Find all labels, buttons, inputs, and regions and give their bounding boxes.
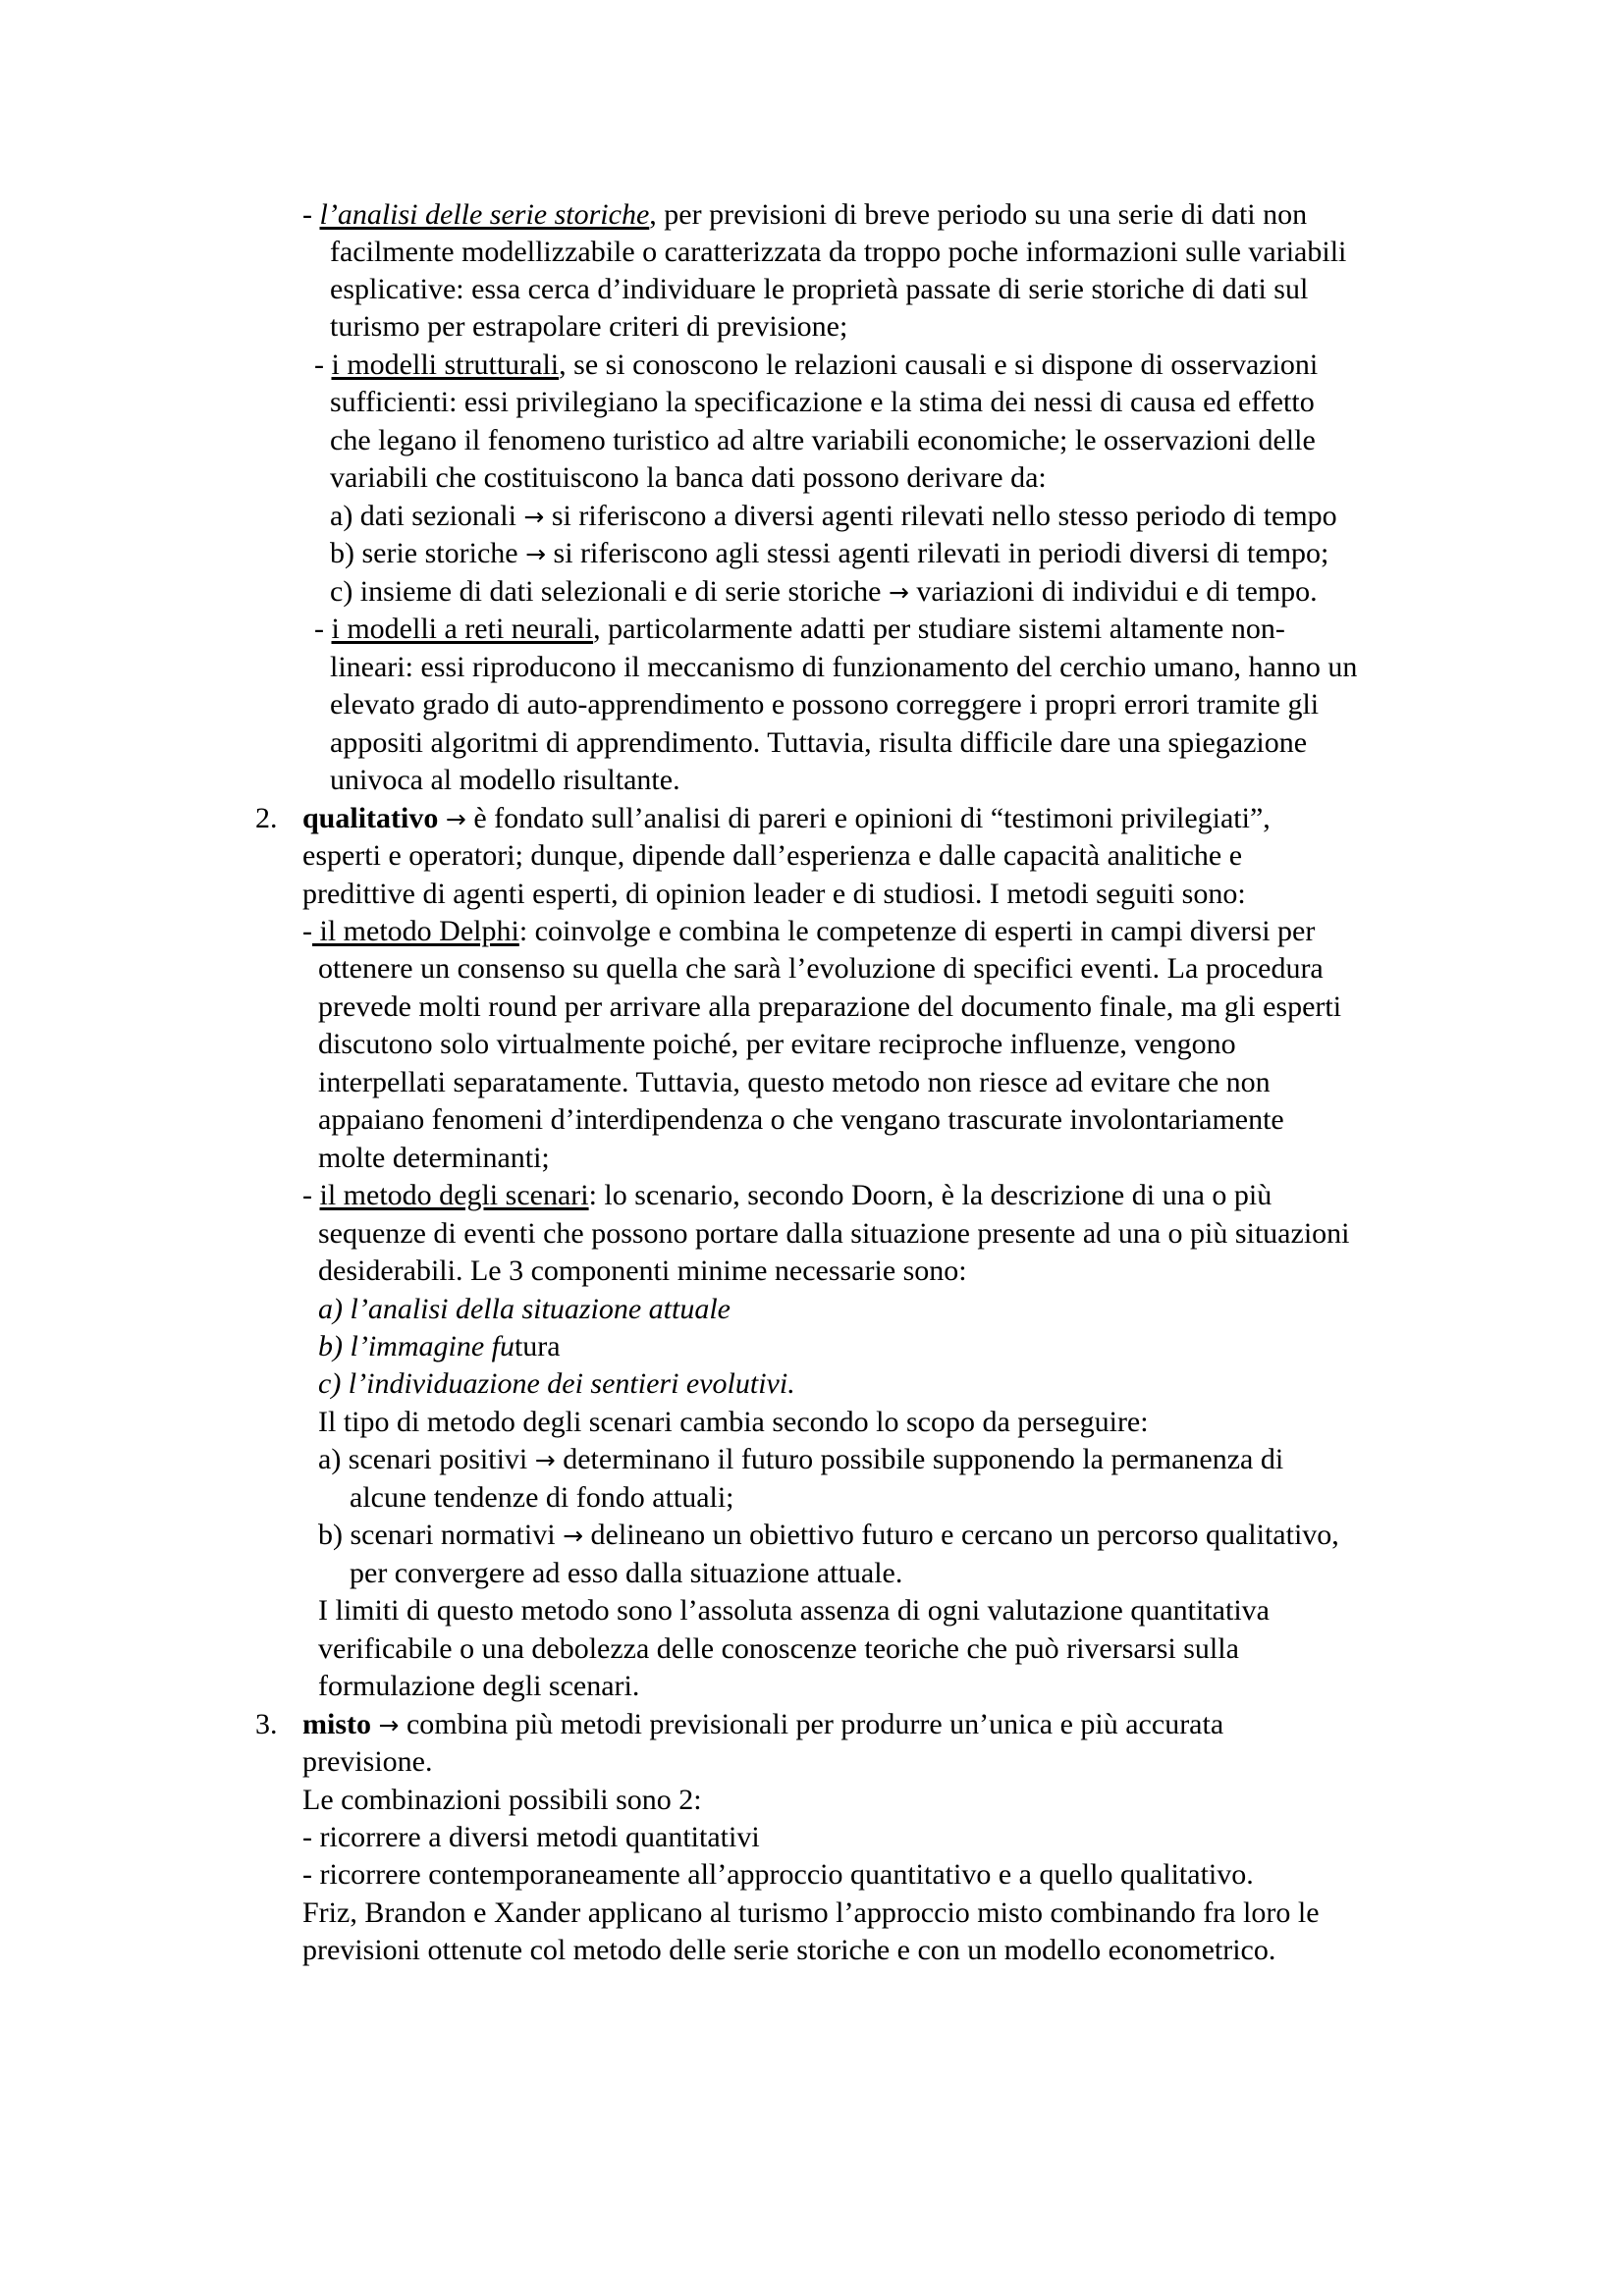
sub-item-serie-storiche: b) serie storiche → si riferiscono agli stessi agenti rilevati in periodi diversi di tempo; bbox=[330, 537, 1329, 569]
scenari-positivi-line2: alcune tendenze di fondo attuali; bbox=[350, 1481, 734, 1514]
item-neurali-line5: univoca al modello risultante. bbox=[330, 764, 680, 796]
item-strutturali-line1: - i modelli strutturali, se si conoscono le relazioni causali e si dispone di osservazioni bbox=[314, 348, 1319, 381]
section-number-2: 2. bbox=[255, 802, 278, 834]
scenari-limits1: I limiti di questo metodo sono l’assoluta assenza di ogni valutazione quantitativa bbox=[318, 1594, 1270, 1627]
term-serie-storiche: l’analisi delle serie storiche bbox=[319, 198, 650, 231]
term-misto: misto bbox=[302, 1708, 371, 1740]
item-serie-line1: - l’analisi delle serie storiche, per previsioni di breve periodo su una serie di dati non bbox=[302, 198, 1308, 231]
item-neurali-line2: lineari: essi riproducono il meccanismo di funzionamento del cerchio umano, hanno un bbox=[330, 651, 1358, 683]
section-number-3: 3. bbox=[255, 1708, 278, 1740]
arrow-icon: → bbox=[523, 503, 545, 531]
scenari-normativi-line2: per convergere ad esso dalla situazione attuale. bbox=[350, 1557, 903, 1589]
section3-line7: previsioni ottenute col metodo delle serie storiche e con un modello econometrico. bbox=[302, 1934, 1276, 1966]
delphi-line2: ottenere un consenso su quella che sarà l’evoluzione di specifici eventi. La procedura bbox=[318, 952, 1324, 985]
scenari-comp-b: b) l’immagine futura bbox=[318, 1330, 561, 1362]
delphi-line4: discutono solo virtualmente poiché, per evitare reciproche influenze, vengono bbox=[318, 1028, 1236, 1060]
section3-line5: - ricorrere contemporaneamente all’approccio quantitativo e a quello qualitativo. bbox=[302, 1858, 1254, 1891]
arrow-icon: → bbox=[534, 1446, 556, 1474]
scenari-limits3: formulazione degli scenari. bbox=[318, 1670, 640, 1702]
item-strutturali-line4: variabili che costituiscono la banca dati possono derivare da: bbox=[330, 461, 1047, 494]
term-modelli-strutturali: i modelli strutturali bbox=[331, 348, 560, 381]
scenari-line4: Il tipo di metodo degli scenari cambia secondo lo scopo da perseguire: bbox=[318, 1406, 1149, 1438]
scenari-positivi: a) scenari positivi → determinano il futuro possibile supponendo la permanenza di bbox=[318, 1443, 1284, 1475]
item-neurali-line4: appositi algoritmi di apprendimento. Tuttavia, risulta difficile dare una spiegazione bbox=[330, 726, 1308, 759]
arrow-icon: → bbox=[445, 805, 466, 833]
scenari-line2: sequenze di eventi che possono portare dalla situazione presente ad una o più situazioni bbox=[318, 1217, 1350, 1250]
item-serie-line3: esplicative: essa cerca d’individuare le proprietà passate di serie storiche di dati sul bbox=[330, 273, 1309, 305]
item-strutturali-line3: che legano il fenomeno turistico ad altre variabili economiche; le osservazioni delle bbox=[330, 424, 1316, 456]
section2-line2: esperti e operatori; dunque, dipende dall’esperienza e dalle capacità analitiche e bbox=[302, 839, 1243, 872]
arrow-icon: → bbox=[563, 1522, 584, 1550]
scenari-comp-c: c) l’individuazione dei sentieri evolutivi. bbox=[318, 1367, 795, 1400]
delphi-line6: appaiano fenomeni d’interdipendenza o che vengano trascurate involontariamente bbox=[318, 1103, 1284, 1136]
section3-line1: misto → combina più metodi previsionali per produrre un’unica e più accurata bbox=[302, 1708, 1224, 1740]
sub-item-dati-sezionali: a) dati sezionali → si riferiscono a diversi agenti rilevati nello stesso periodo di tempo bbox=[330, 500, 1337, 532]
scenari-normativi: b) scenari normativi → delineano un obiettivo futuro e cercano un percorso qualitativo, bbox=[318, 1519, 1339, 1551]
delphi-line7: molte determinanti; bbox=[318, 1142, 550, 1174]
section3-line3: Le combinazioni possibili sono 2: bbox=[302, 1784, 702, 1816]
term-metodo-scenari: il metodo degli scenari bbox=[319, 1179, 589, 1211]
item-neurali-line3: elevato grado di auto-apprendimento e possono correggere i propri errori tramite gli bbox=[330, 688, 1320, 721]
section3-line4: - ricorrere a diversi metodi quantitativi bbox=[302, 1821, 760, 1853]
sub-item-insieme: c) insieme di dati selezionali e di serie storiche → variazioni di individui e di tempo. bbox=[330, 575, 1318, 608]
delphi-line1: - il metodo Delphi: coinvolge e combina le competenze di esperti in campi diversi per bbox=[302, 915, 1316, 947]
item-serie-line4: turismo per estrapolare criteri di previsione; bbox=[330, 310, 848, 343]
delphi-line5: interpellati separatamente. Tuttavia, questo metodo non riesce ad evitare che non bbox=[318, 1066, 1271, 1098]
arrow-icon: → bbox=[525, 540, 547, 568]
item-serie-line2: facilmente modellizzabile o caratterizzata da troppo poche informazioni sulle variabili bbox=[330, 236, 1347, 268]
term-reti-neurali: i modelli a reti neurali bbox=[331, 613, 594, 645]
delphi-line3: prevede molti round per arrivare alla preparazione del documento finale, ma gli esperti bbox=[318, 990, 1342, 1023]
scenari-comp-a: a) l’analisi della situazione attuale bbox=[318, 1293, 731, 1325]
section3-line2: previsione. bbox=[302, 1745, 433, 1778]
term-qualitativo: qualitativo bbox=[302, 802, 439, 834]
item-neurali-line1: - i modelli a reti neurali, particolarmente adatti per studiare sistemi altamente non- bbox=[314, 613, 1285, 645]
section3-line6: Friz, Brandon e Xander applicano al turismo l’approccio misto combinando fra loro le bbox=[302, 1896, 1320, 1929]
section2-line3: predittive di agenti esperti, di opinion leader e di studiosi. I metodi seguiti sono: bbox=[302, 878, 1246, 910]
scenari-line3: desiderabili. Le 3 componenti minime necessarie sono: bbox=[318, 1255, 967, 1287]
arrow-icon: → bbox=[888, 578, 909, 607]
section2-line1: qualitativo → è fondato sull’analisi di pareri e opinioni di “testimoni privilegiati”, bbox=[302, 802, 1271, 834]
term-metodo-delphi: il metodo Delphi bbox=[319, 915, 519, 947]
item-strutturali-line2: sufficienti: essi privilegiano la specificazione e la stima dei nessi di causa ed effetto bbox=[330, 386, 1315, 418]
scenari-line1: - il metodo degli scenari: lo scenario, secondo Doorn, è la descrizione di una o più bbox=[302, 1179, 1272, 1211]
scenari-limits2: verificabile o una debolezza delle conoscenze teoriche che può riversarsi sulla bbox=[318, 1632, 1239, 1665]
arrow-icon: → bbox=[378, 1711, 400, 1739]
